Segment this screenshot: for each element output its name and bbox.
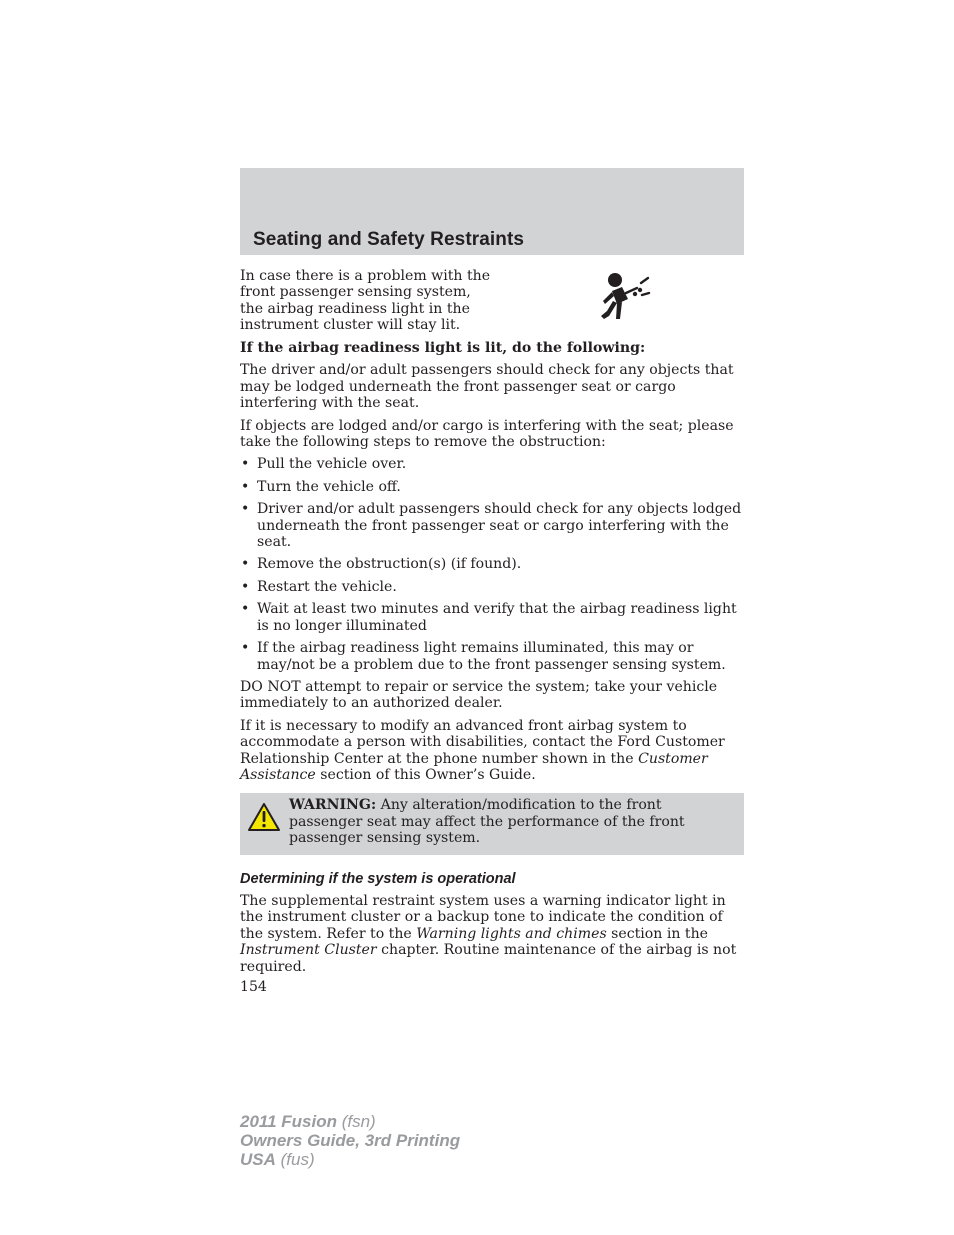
list-item: • Remove the obstruction(s) (if found). bbox=[240, 556, 744, 572]
donot-paragraph: DO NOT attempt to repair or service the system; take your vehicle immediately to an authorized dealer. bbox=[240, 678, 718, 712]
modify-text-end: section of this Owner’s Guide. bbox=[315, 766, 536, 783]
footer bbox=[240, 1112, 460, 1169]
page-content bbox=[240, 268, 744, 995]
intro-paragraph: In case there is a problem with the front passenger sensing system, the airbag readiness light in the instrument cluster will stay lit. bbox=[240, 268, 491, 334]
footer-market-code: (fus) bbox=[275, 1150, 315, 1169]
list-item: • Driver and/or adult passengers should check for any objects lodged underneath the front passenger seat or cargo interfering with the seat. bbox=[240, 501, 744, 550]
objects-paragraph: If objects are lodged and/or cargo is interfering with the seat; please take the following steps to remove the obstruction: bbox=[240, 417, 734, 451]
section-header-band bbox=[240, 168, 744, 255]
footer-model-code: (fsn) bbox=[337, 1112, 376, 1131]
srs-text: The supplemental restraint system uses a warning indicator light in the instrument cluster or a backup tone to indicate the condition of the system. Refer to the bbox=[240, 892, 726, 942]
warning-triangle-icon bbox=[247, 802, 281, 832]
intro-block bbox=[240, 268, 744, 335]
footer-line-3 bbox=[240, 1150, 460, 1169]
list-item: • Restart the vehicle. bbox=[240, 579, 744, 595]
section-subheading: Determining if the system is operational bbox=[240, 870, 516, 887]
instrument-cluster-ref: Instrument Cluster bbox=[240, 942, 377, 959]
srs-text-mid: section in the bbox=[606, 925, 708, 942]
customer-assistance-ref: Customer Assistance bbox=[240, 750, 708, 783]
list-item: • Wait at least two minutes and verify that the airbag readiness light is no longer illuminated bbox=[240, 601, 744, 634]
list-item: • Pull the vehicle over. bbox=[240, 456, 744, 472]
warning-text: Any alteration/modification to the front passenger seat may affect the performance of the front passenger sensing system. bbox=[289, 797, 685, 847]
srs-text-end: chapter. Routine maintenance of the airbag is not required. bbox=[240, 942, 737, 975]
footer-model: 2011 Fusion bbox=[240, 1112, 337, 1131]
modify-text: If it is necessary to modify an advanced front airbag system to accommodate a person with disabilities, contact the Ford Customer Relationship Center at the phone number shown in the bbox=[240, 717, 725, 767]
list-item: • If the airbag readiness light remains illuminated, this may or may/not be a problem due to the front passenger sensing system. bbox=[240, 640, 744, 673]
section-title: Seating and Safety Restraints bbox=[253, 229, 525, 250]
page-number: 154 bbox=[240, 979, 267, 995]
footer-line-2: Owners Guide, 3rd Printing bbox=[240, 1131, 461, 1150]
lit-heading: If the airbag readiness light is lit, do the following: bbox=[240, 340, 646, 356]
steps-list bbox=[240, 456, 744, 672]
warning-lights-ref: Warning lights and chimes bbox=[416, 925, 607, 942]
list-item: • Turn the vehicle off. bbox=[240, 479, 744, 495]
srs-paragraph bbox=[240, 893, 744, 975]
warning-box bbox=[240, 793, 744, 854]
warning-label: WARNING: bbox=[289, 797, 377, 814]
footer-market: USA bbox=[240, 1150, 276, 1169]
footer-line-1 bbox=[240, 1112, 460, 1131]
check-paragraph: The driver and/or adult passengers should check for any objects that may be lodged underneath the front passenger seat or cargo interfering with the seat. bbox=[240, 362, 734, 412]
airbag-warning-icon bbox=[595, 271, 651, 321]
modify-paragraph bbox=[240, 718, 744, 784]
